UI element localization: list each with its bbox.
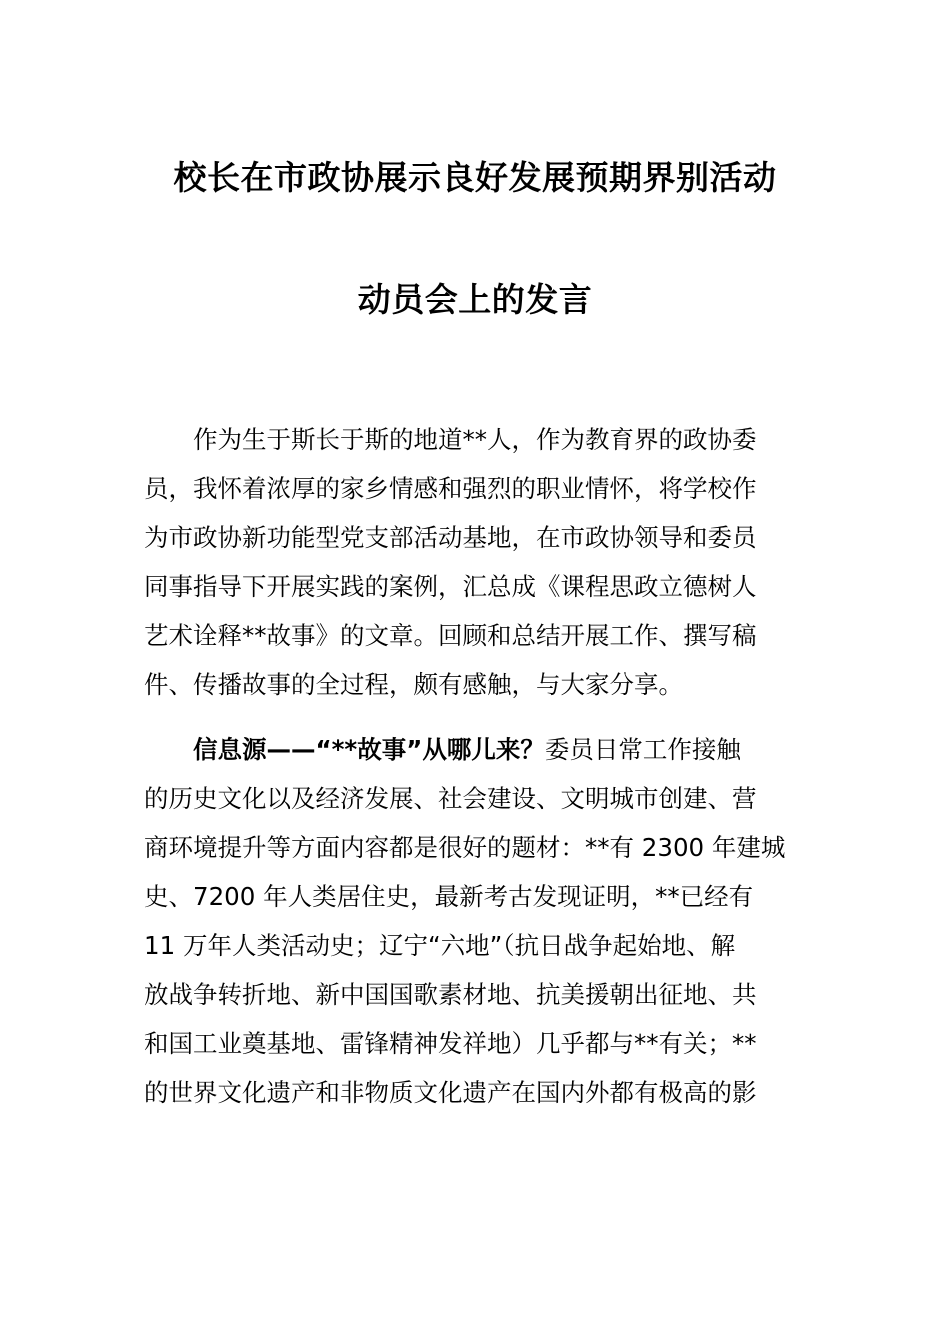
paragraph-2-line-8: 的世界文化遗产和非物质文化遗产在国内外都有极高的影 <box>144 1078 757 1107</box>
document-title-line-1: 校长在市政协展示良好发展预期界别活动 <box>173 158 777 197</box>
paragraph-1-line-5: 艺术诠释**故事》的文章。回顾和总结开展工作、撰写稿 <box>144 621 757 650</box>
paragraph-2-line-5: 11 万年人类活动史；辽宁“六地”（抗日战争起始地、解 <box>144 931 736 960</box>
paragraph-1-line-2: 员，我怀着浓厚的家乡情感和强烈的职业情怀，将学校作 <box>144 474 757 503</box>
paragraph-1-line-6: 件、传播故事的全过程，颇有感触，与大家分享。 <box>144 670 683 699</box>
paragraph-2-line-1 <box>193 732 806 768</box>
paragraph-2-line-4: 史、7200 年人类居住史，最新考古发现证明，**已经有 <box>144 882 754 911</box>
paragraph-1-line-4: 同事指导下开展实践的案例，汇总成《课程思政立德树人 <box>144 572 757 601</box>
paragraph-2-line-3: 商环境提升等方面内容都是很好的题材：**有 2300 年建城 <box>144 833 786 862</box>
paragraph-2-line-6: 放战争转折地、新中国国歌素材地、抗美援朝出征地、共 <box>144 980 757 1009</box>
paragraph-1-line-3: 为市政协新功能型党支部活动基地，在市政协领导和委员 <box>144 523 757 552</box>
paragraph-2-line-7: 和国工业奠基地、雷锋精神发祥地）几乎都与**有关；** <box>144 1029 757 1058</box>
paragraph-2-line-2: 的历史文化以及经济发展、社会建设、文明城市创建、营 <box>144 784 757 813</box>
document-title-line-2: 动员会上的发言 <box>357 280 593 319</box>
paragraph-1-line-1: 作为生于斯长于斯的地道**人，作为教育界的政协委 <box>193 425 757 454</box>
section-heading: 信息源——“**故事”从哪儿来？ <box>193 735 545 764</box>
paragraph-2-line-1-text: 委员日常工作接触 <box>544 735 741 764</box>
